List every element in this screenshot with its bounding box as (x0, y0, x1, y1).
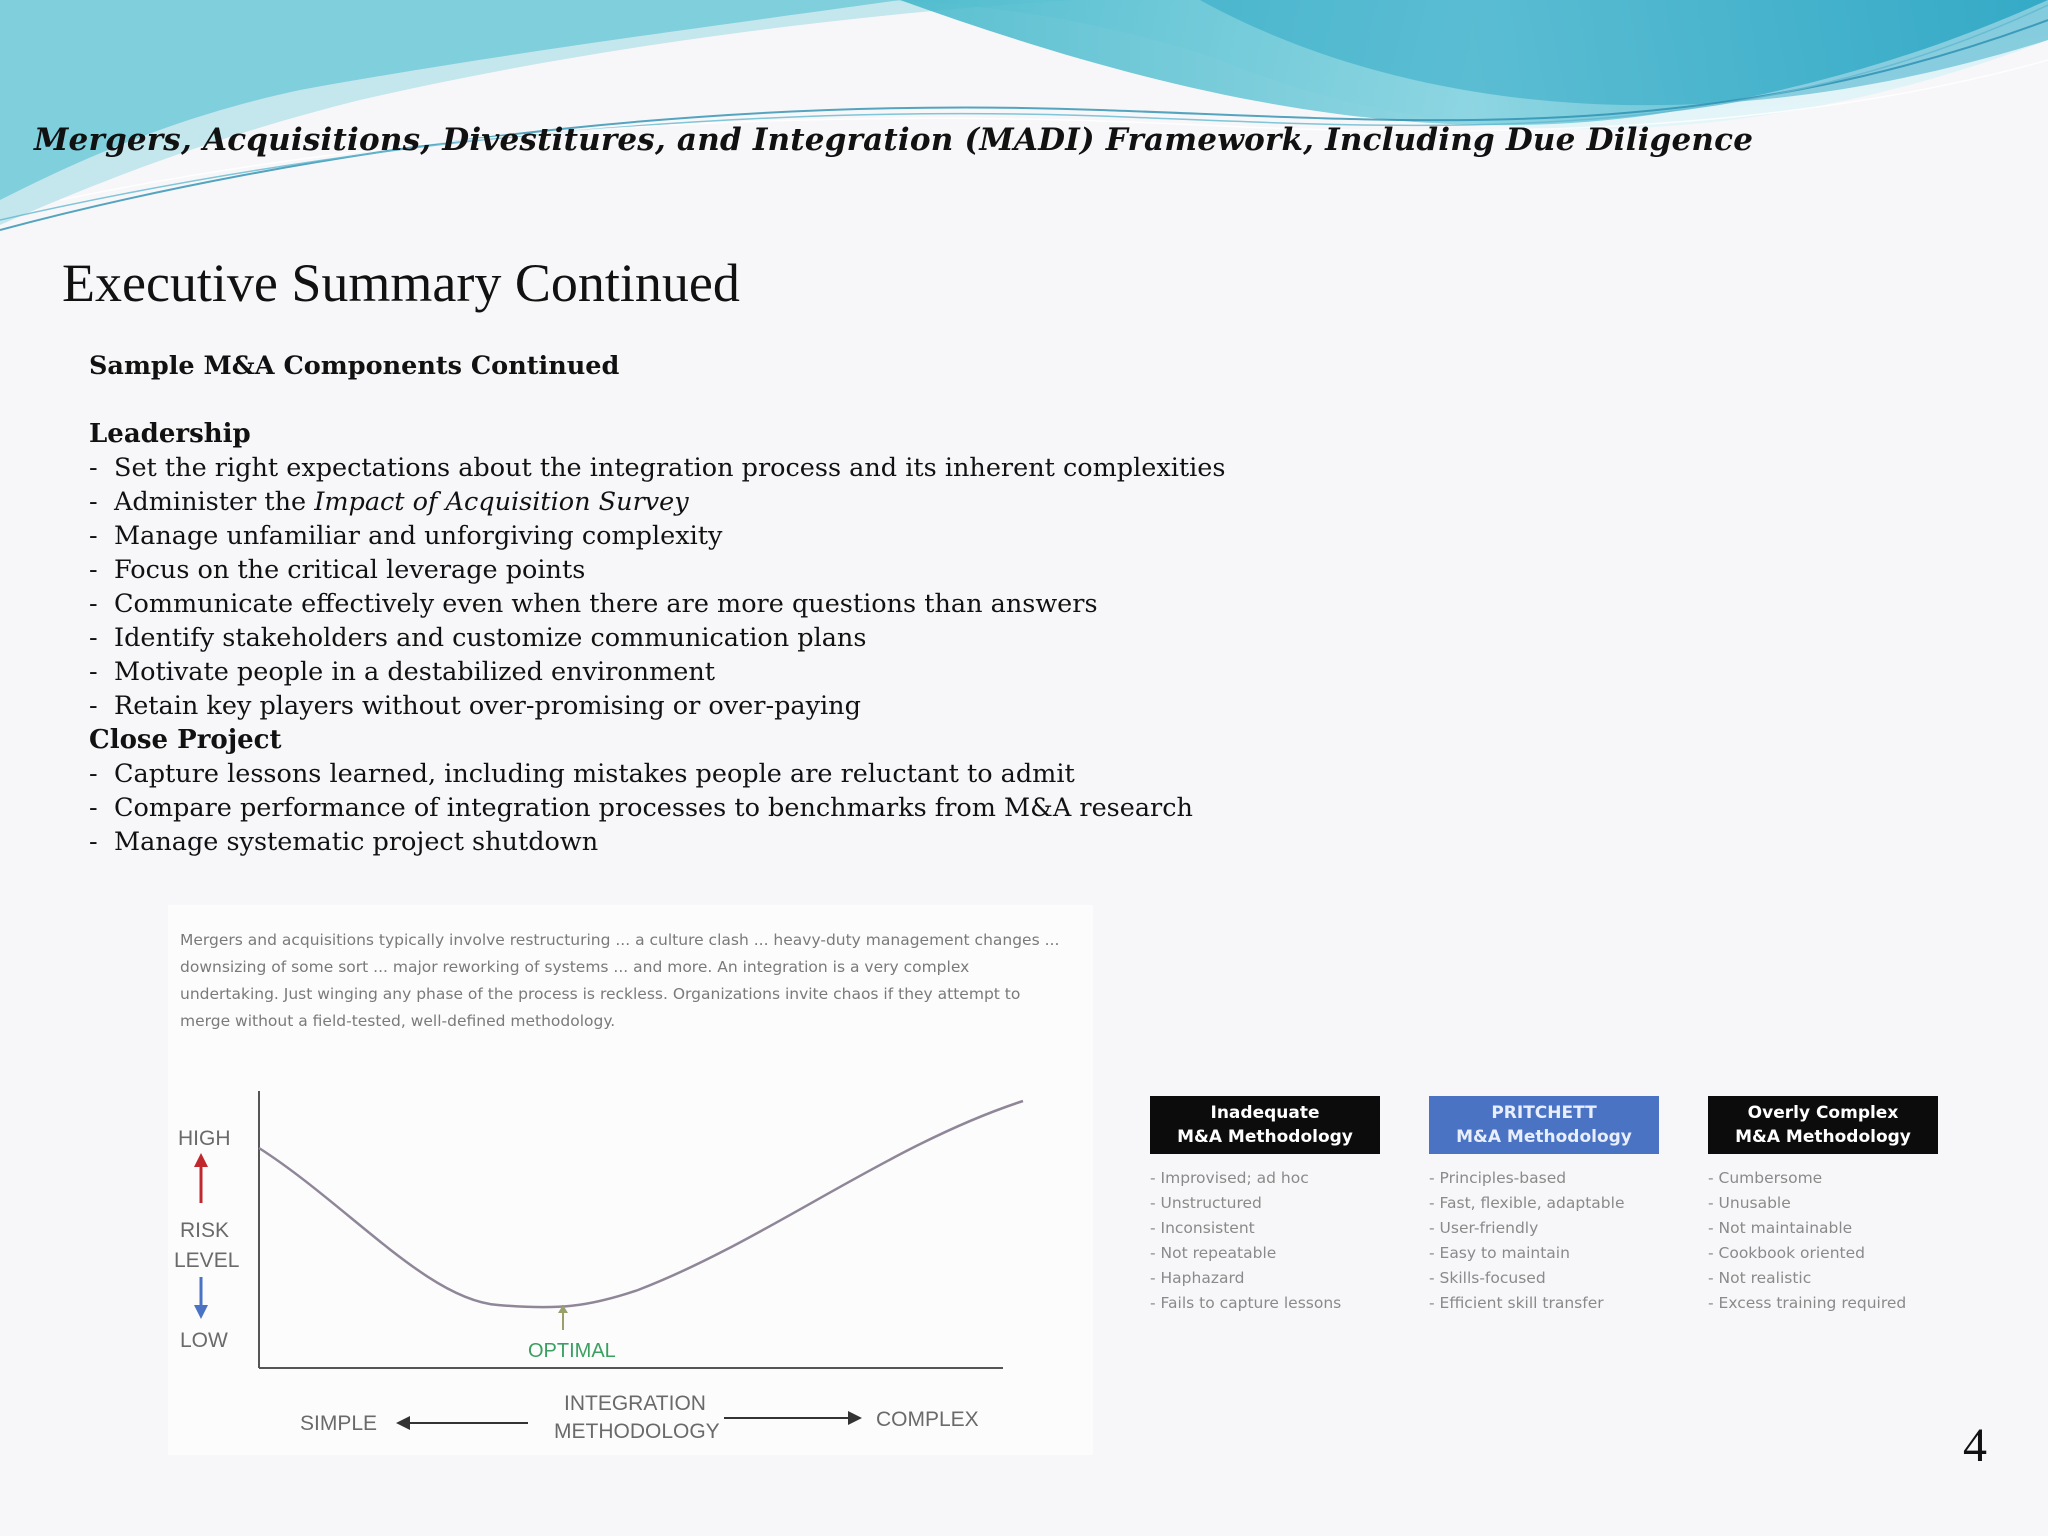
risk-up-arrowhead (194, 1153, 208, 1167)
bullet-item: - Manage unfamiliar and unforgiving complexity (89, 521, 723, 551)
methodology-comparison (1140, 1090, 1940, 1330)
page-number: 4 (1963, 1419, 1987, 1472)
label-simple: SIMPLE (300, 1412, 378, 1435)
risk-curve-chart (168, 905, 1093, 1455)
bullet-item: - Capture lessons learned, including mistakes people are reluctant to admit (89, 759, 1075, 789)
method-list (1429, 1166, 1659, 1316)
header-wave-decoration (0, 0, 2048, 240)
survey-name: Impact of Acquisition Survey (314, 487, 689, 517)
bullet-item: - Motivate people in a destabilized environment (89, 657, 716, 687)
method-item: - Fails to capture lessons (1150, 1294, 1342, 1312)
slide-title: Executive Summary Continued (62, 253, 740, 313)
section-heading-close-project: Close Project (89, 725, 282, 755)
bullet-item: - Retain key players without over-promising or over-paying (89, 691, 861, 721)
bullet-item: - Focus on the critical leverage points (89, 555, 586, 585)
method-item: - Easy to maintain (1429, 1244, 1570, 1262)
method-column-inadequate (1150, 1096, 1380, 1316)
risk-down-arrowhead (194, 1305, 208, 1319)
label-methodology: METHODOLOGY (554, 1420, 720, 1443)
method-item: - Not realistic (1708, 1269, 1812, 1287)
method-item: - Not repeatable (1150, 1244, 1277, 1262)
method-item: - Skills-focused (1429, 1269, 1546, 1287)
section-heading-leadership: Leadership (89, 419, 251, 449)
method-item: - Unusable (1708, 1194, 1791, 1212)
method-item: - Unstructured (1150, 1194, 1262, 1212)
method-item: - Haphazard (1150, 1269, 1245, 1287)
method-item: - Excess training required (1708, 1294, 1907, 1312)
slide-content (89, 349, 1269, 859)
label-complex: COMPLEX (876, 1408, 979, 1431)
bullet-item: - Manage systematic project shutdown (89, 827, 599, 857)
method-header: PRITCHETT M&A Methodology (1429, 1096, 1659, 1154)
method-item: - Cookbook oriented (1708, 1244, 1865, 1262)
right-arrowhead (848, 1411, 862, 1425)
bullet-item: - Communicate effectively even when there are more questions than answers (89, 589, 1098, 619)
bullet-item: - Compare performance of integration processes to benchmarks from M&A research (89, 793, 1193, 823)
risk-methodology-figure (168, 905, 1093, 1455)
method-item: - Inconsistent (1150, 1219, 1255, 1237)
method-header: Overly Complex M&A Methodology (1708, 1096, 1938, 1154)
method-header: Inadequate M&A Methodology (1150, 1096, 1380, 1154)
method-item: - Efficient skill transfer (1429, 1294, 1604, 1312)
bullet-item: - Administer the Impact of Acquisition Survey (89, 487, 689, 517)
content-subheading: Sample M&A Components Continued (89, 351, 620, 381)
label-optimal: OPTIMAL (528, 1340, 616, 1362)
method-item: - Cumbersome (1708, 1169, 1823, 1187)
left-arrowhead (396, 1416, 410, 1430)
method-column-pritchett (1429, 1096, 1659, 1316)
method-column-overly-complex (1708, 1096, 1938, 1316)
method-item: - Improvised; ad hoc (1150, 1169, 1309, 1187)
label-low: LOW (180, 1329, 228, 1352)
method-item: - User-friendly (1429, 1219, 1539, 1237)
label-integration: INTEGRATION (564, 1392, 706, 1415)
method-item: - Fast, flexible, adaptable (1429, 1194, 1625, 1212)
figure-paragraph: Mergers and acquisitions typically involve restructuring ... a culture clash ... heavy-duty management changes ... downsizing of some sort ... major reworking of systems ... and more. An integration is a very complex undertaking. Just winging any phase of the process is reckless. Organizations invite chaos if they attempt to merge without a field-tested, well-defined methodology. (180, 931, 1060, 1030)
header-title: Mergers, Acquisitions, Divestitures, and Integration (MADI) Framework, Including Due Diligence (34, 122, 1754, 158)
label-level: LEVEL (174, 1249, 240, 1272)
method-item: - Not maintainable (1708, 1219, 1853, 1237)
risk-curve (259, 1101, 1023, 1307)
bullet-item: - Set the right expectations about the integration process and its inherent complexities (89, 453, 1226, 483)
method-list (1150, 1166, 1380, 1316)
method-list (1708, 1166, 1938, 1316)
label-high: HIGH (178, 1127, 231, 1150)
bullet-item: - Identify stakeholders and customize communication plans (89, 623, 867, 653)
method-item: - Principles-based (1429, 1169, 1567, 1187)
label-risk: RISK (180, 1219, 230, 1242)
